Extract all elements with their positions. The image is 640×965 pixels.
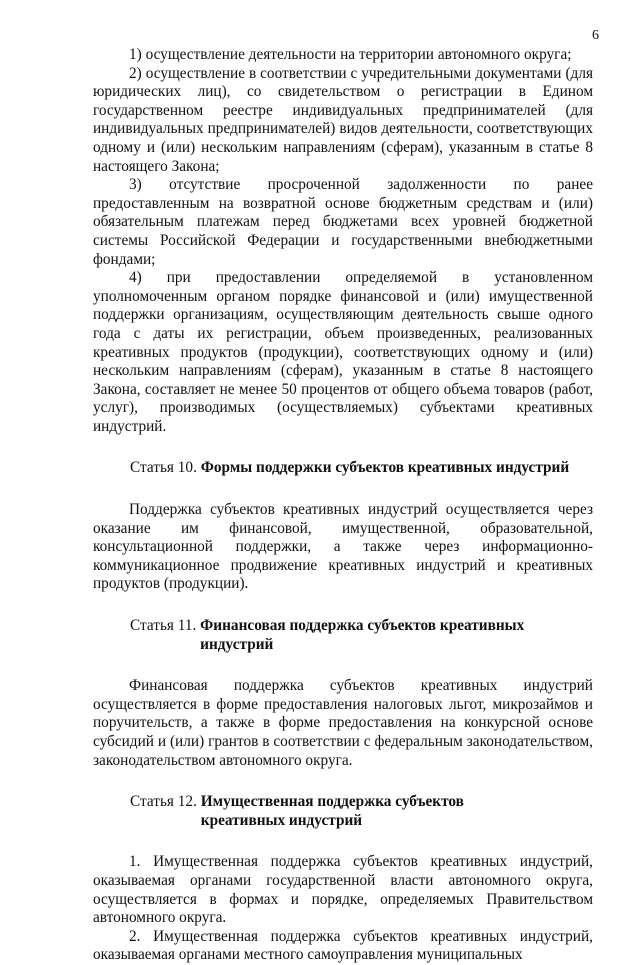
article-title: Имущественная поддержка субъектов креативных индустрий bbox=[200, 793, 464, 829]
article-12-paragraph-2: 2. Имущественная поддержка субъектов креативных индустрий, оказываемая органами местного самоуправления муниципальных bbox=[93, 927, 593, 964]
article-10-text: Поддержка субъектов креативных индустрий осуществляется через оказание им финансовой, имущественной, образовательной, консультационной поддержки, а также через информационно-коммуникационное продвижение креативных индустрий и креативных продуктов (продукции). bbox=[93, 501, 593, 593]
article-label: Статья 11. bbox=[130, 617, 197, 635]
article-11-heading bbox=[93, 617, 593, 654]
article-label: Статья 12. bbox=[130, 793, 197, 811]
list-item: 2) осуществление в соответствии с учредительными документами (для юридических лиц), со свидетельством о регистрации в Едином государственном реестре индивидуальных предпринимателей (для индивидуальных предпринимателей) видов деятельности, соответствующих одному и (или) нескольким направлениям (сферам), указанным в статье 8 настоящего Закона; bbox=[93, 64, 593, 175]
article-title: Финансовая поддержка субъектов креативных индустрий bbox=[200, 617, 525, 653]
article-title: Формы поддержки субъектов креативных индустрий bbox=[200, 459, 570, 477]
article-label: Статья 10. bbox=[130, 459, 197, 477]
article-10-heading bbox=[93, 459, 593, 478]
list-item: 3) отсутствие просроченной задолженности по ранее предоставленным на возвратной основе бюджетным средствам и (или) обязательным платежам перед бюджетами всех уровней бюджетной системы Российской Федерации и государственными внебюджетными фондами; bbox=[93, 176, 593, 268]
page-number: 6 bbox=[592, 28, 599, 43]
list-item: 1) осуществление деятельности на территории автономного округа; bbox=[129, 46, 572, 63]
article-11-text: Финансовая поддержка субъектов креативных индустрий осуществляется в форме предоставления налоговых льгот, микрозаймов и поручительств, а также в форме предоставления на конкурсной основе субсидий и (или) грантов в соответствии с федеральным законодательством, законодательством автономного округа. bbox=[93, 677, 593, 769]
article-12-paragraph-1: 1. Имущественная поддержка субъектов креативных индустрий, оказываемая органами государственной власти автономного округа, осуществляется в формах и порядке, определяемых Правительством автономного округа. bbox=[93, 853, 593, 927]
document-body bbox=[93, 46, 593, 965]
article-12-heading bbox=[93, 793, 593, 830]
list-item: 4) при предоставлении определяемой в установленном уполномоченным органом порядке финансовой и (или) имущественной поддержки организациям, осуществляющим деятельность свыше одного года с даты их регистрации, объем произведенных, реализованных креативных продуктов (продукции), соответствующих одному и (или) нескольким направлениям (сферам), указанным в статье 8 настоящего Закона, составляет не менее 50 процентов от общего объема товаров (работ, услуг), производимых (осуществляемых) субъектами креативных индустрий. bbox=[93, 269, 593, 435]
